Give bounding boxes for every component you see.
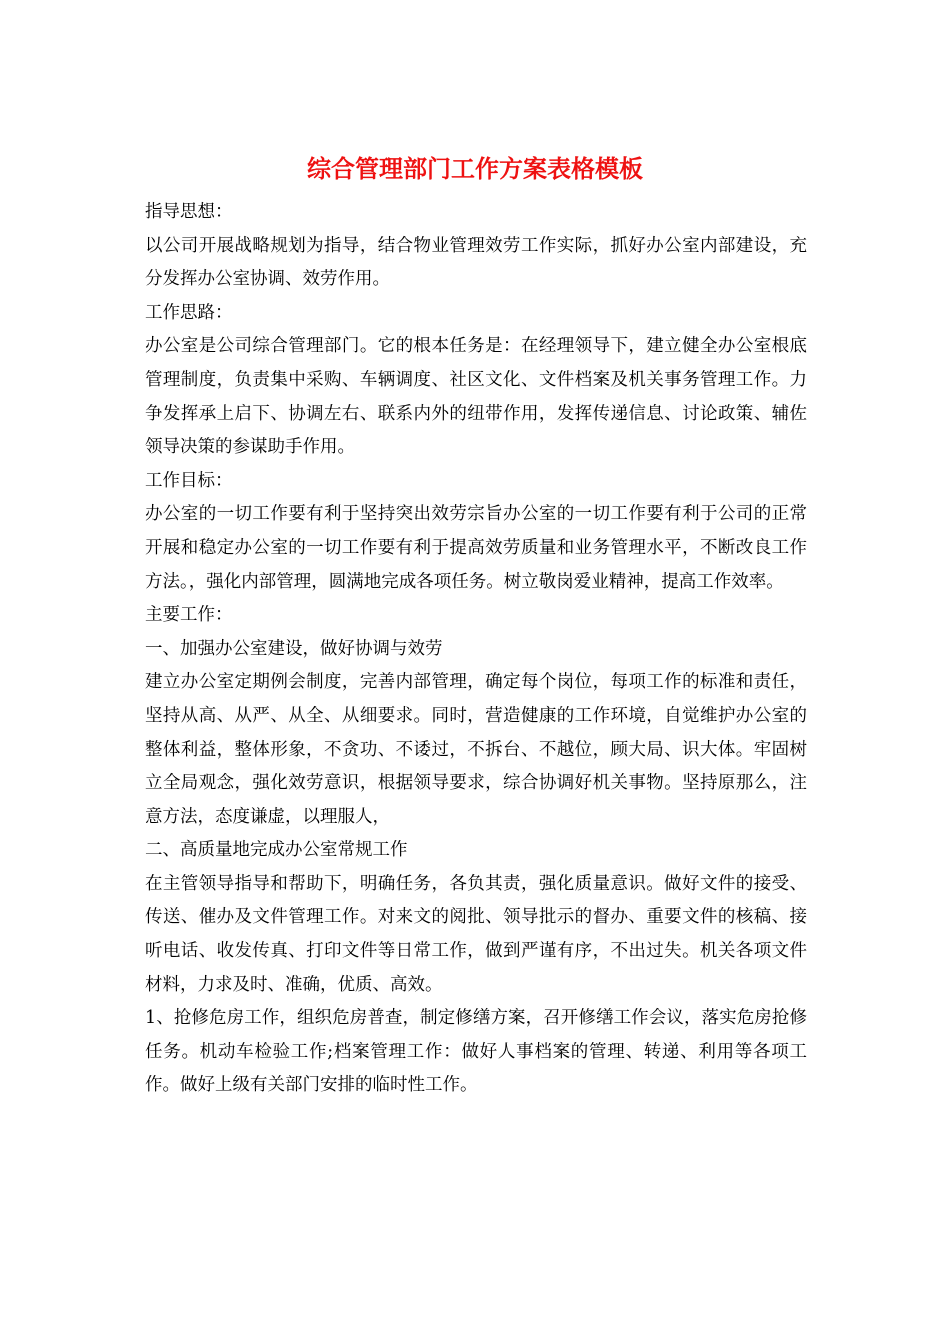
heading-work-goals: 工作目标： [145,470,233,491]
paragraph-guiding-ideology: 以公司开展战略规划为指导，结合物业管理效劳工作实际，抓好办公室内部建设，充分发挥办公室协调、效劳作用。 [145,235,807,290]
document-title: 综合管理部门工作方案表格模板 [307,154,643,183]
heading-work-approach: 工作思路： [145,302,233,323]
paragraph-section-2: 在主管领导指导和帮助下，明确任务，各负其责，强化质量意识。做好文件的接受、传送、催办及文件管理工作。对来文的阅批、领导批示的督办、重要文件的核稿、接听电话、收发传真、打印文件等日常工作，做到严谨有序，不出过失。机关各项文件材料，力求及时、准确，优质、高效。 [145,873,807,995]
document-body [145,196,807,1103]
paragraph-item-1: 1、抢修危房工作，组织危房普查，制定修缮方案，召开修缮工作会议，落实危房抢修任务。机动车检验工作;档案管理工作：做好人事档案的管理、转递、利用等各项工作。做好上级有关部门安排的临时性工作。 [145,1008,807,1096]
paragraph-work-approach: 办公室是公司综合管理部门。它的根本任务是：在经理领导下，建立健全办公室根底管理制度，负责集中采购、车辆调度、社区文化、文件档案及机关事务管理工作。力争发挥承上启下、协调左右、联系内外的纽带作用，发挥传递信息、讨论政策、辅佐领导决策的参谋助手作用。 [145,336,807,458]
heading-main-work: 主要工作： [145,605,233,626]
section-heading-2: 二、高质量地完成办公室常规工作 [145,840,408,861]
paragraph-work-goals: 办公室的一切工作要有利于坚持突出效劳宗旨办公室的一切工作要有利于公司的正常开展和稳定办公室的一切工作要有利于提高效劳质量和业务管理水平，不断改良工作方法。，强化内部管理，圆满地完成各项任务。树立敬岗爱业精神，提高工作效率。 [145,504,807,592]
section-heading-1: 一、加强办公室建设，做好协调与效劳 [145,638,443,659]
heading-guiding-ideology: 指导思想： [145,202,233,222]
paragraph-section-1: 建立办公室定期例会制度，完善内部管理，确定每个岗位，每项工作的标准和责任，坚持从高、从严、从全、从细要求。同时，营造健康的工作环境，自觉维护办公室的整体利益，整体形象，不贪功、不诿过，不拆台、不越位，顾大局、识大体。牢固树立全局观念，强化效劳意识，根据领导要求，综合协调好机关事物。坚持原那么，注意方法，态度谦虚，以理服人， [145,672,807,827]
